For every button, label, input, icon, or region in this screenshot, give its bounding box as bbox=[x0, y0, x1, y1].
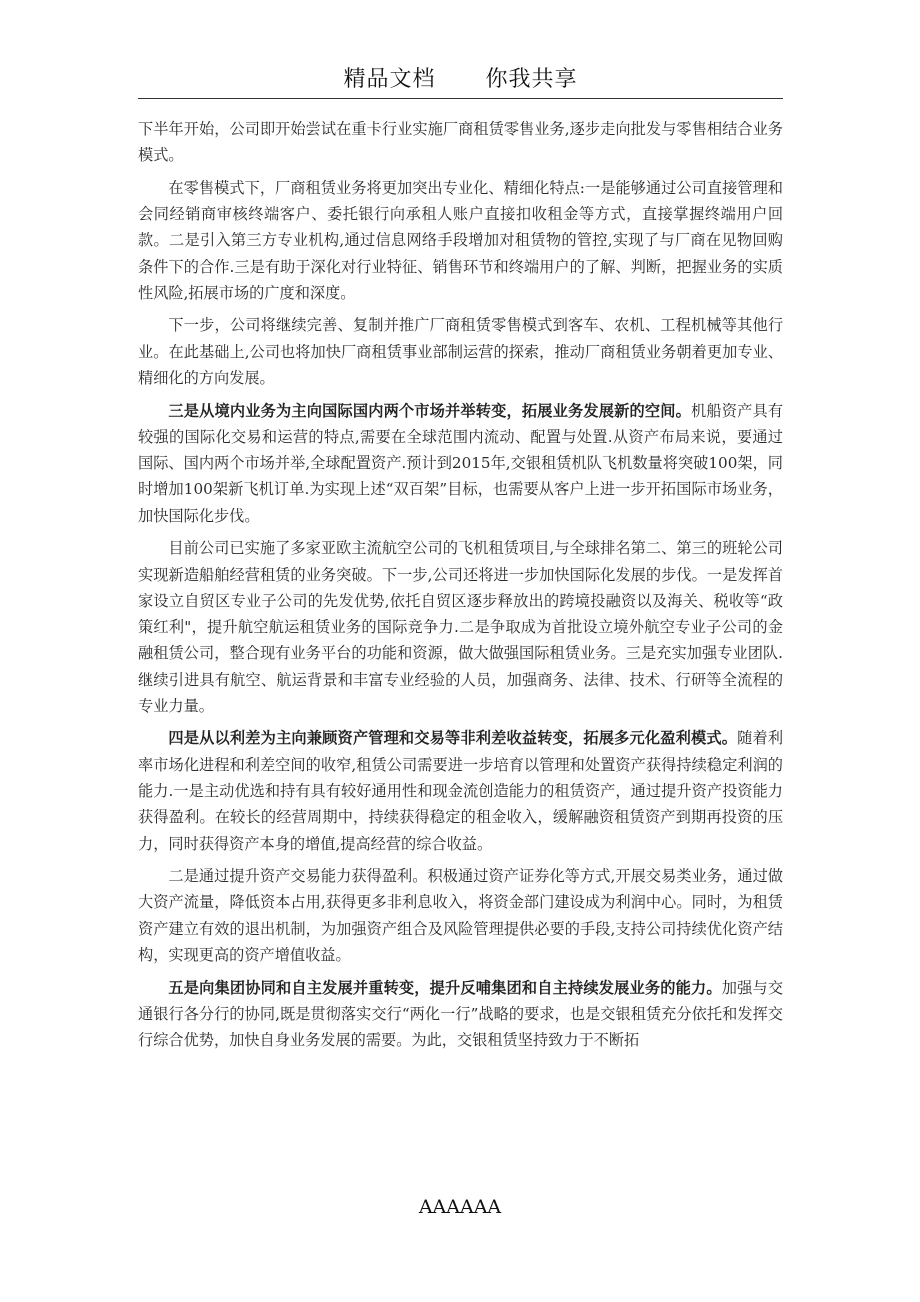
paragraph-text: 下半年开始，公司即开始尝试在重卡行业实施厂商租赁零售业务,逐步走向批发与零售相结合业务模式。 bbox=[138, 120, 783, 165]
paragraph-text: 二是通过提升资产交易能力获得盈利。积极通过资产证券化等方式,开展交易类业务，通过做大资产流量，降低资本占用,获得更多非利息收入，将资金部门建设成为利润中心。同时，为租赁资产建立有效的退出机制，为加强资产组合及风险管理提供必要的手段,支持公司持续优化资产结构，实现更高的资产增值收益。 bbox=[138, 867, 783, 965]
paragraph bbox=[138, 312, 783, 391]
paragraph bbox=[138, 116, 783, 169]
paragraph-text: 在零售模式下，厂商租赁业务将更加突出专业化、精细化特点:一是能够通过公司直接管理和会同经销商审核终端客户、委托银行向承租人账户直接扣收租金等方式，直接掌握终端用户回款。二是引入第三方专业机构,通过信息网络手段增加对租赁物的管控,实现了与厂商在见物回购条件下的合作.三是有助于深化对行业特征、销售环节和终端用户的了解、判断，把握业务的实质性风险,拓展市场的广度和深度。 bbox=[138, 178, 783, 302]
paragraph-text: 加强与交通银行各分行的协同,既是贯彻落实交行“两化一行”战略的要求，也是交银租赁充分依托和发挥交行综合优势，加快自身业务发展的需要。为此，交银租赁坚持致力于不断拓 bbox=[138, 978, 784, 1050]
paragraph bbox=[138, 975, 783, 1054]
page-footer: AAAAAA bbox=[418, 1196, 502, 1218]
paragraph-heading: 三是从境内业务为主向国际国内两个市场并举转变，拓展业务发展新的空间。 bbox=[168, 401, 691, 420]
header-rule bbox=[138, 98, 783, 99]
document-body bbox=[138, 116, 783, 1060]
paragraph-heading: 五是向集团协同和自主发展并重转变，提升反哺集团和自主持续发展业务的能力。 bbox=[168, 978, 722, 997]
paragraph bbox=[138, 398, 783, 529]
paragraph-text: 随着利率市场化进程和利差空间的收窄,租赁公司需要进一步培育以管理和处置资产获得持续稳定利润的能力.一是主动优选和持有具有较好通用性和现金流创造能力的租赁资产，通过提升资产投资能力获得盈利。在较长的经营周期中，持续获得稳定的租金收入，缓解融资租赁资产到期再投资的压力，同时获得资产本身的增值,提高经营的综合收益。 bbox=[138, 729, 784, 853]
paragraph bbox=[138, 175, 783, 306]
page-header bbox=[138, 62, 783, 98]
paragraph bbox=[138, 535, 783, 719]
header-right-text: 你我共享 bbox=[485, 67, 578, 92]
paragraph bbox=[138, 863, 783, 968]
paragraph-heading: 四是从以利差为主向兼顾资产管理和交易等非利差收益转变，拓展多元化盈利模式。 bbox=[168, 729, 738, 748]
header-left-text: 精品文档 bbox=[343, 67, 436, 92]
paragraph-text: 机船资产具有较强的国际化交易和运营的特点,需要在全球范围内流动、配置与处置.从资产布局来说，要通过国际、国内两个市场并举,全球配置资产.预计到2015年,交银租赁机队飞机数量将突破100架，同时增加100架新飞机订单.为实现上述“双百架”目标，也需要从客户上进一步开拓国际市场业务，加快国际化步伐。 bbox=[138, 401, 784, 525]
paragraph-text: 目前公司已实施了多家亚欧主流航空公司的飞机租赁项目,与全球排名第二、第三的班轮公司实现新造船舶经营租赁的业务突破。下一步,公司还将进一步加快国际化发展的步伐。一是发挥首家设立自贸区专业子公司的先发优势,依托自贸区逐步释放出的跨境投融资以及海关、税收等“政策红利"，提升航空航运租赁业务的国际竞争力.二是争取成为首批设立境外航空专业子公司的金融租赁公司，整合现有业务平台的功能和资源，做大做强国际租赁业务。三是充实加强专业团队.继续引进具有航空、航运背景和丰富专业经验的人员，加强商务、法律、技术、行研等全流程的专业力量。 bbox=[138, 539, 783, 715]
paragraph bbox=[138, 725, 783, 856]
paragraph-text: 下一步，公司将继续完善、复制并推广厂商租赁零售模式到客车、农机、工程机械等其他行业。在此基础上,公司也将加快厂商租赁事业部制运营的探索，推动厂商租赁业务朝着更加专业、精细化的方向发展。 bbox=[138, 316, 783, 388]
